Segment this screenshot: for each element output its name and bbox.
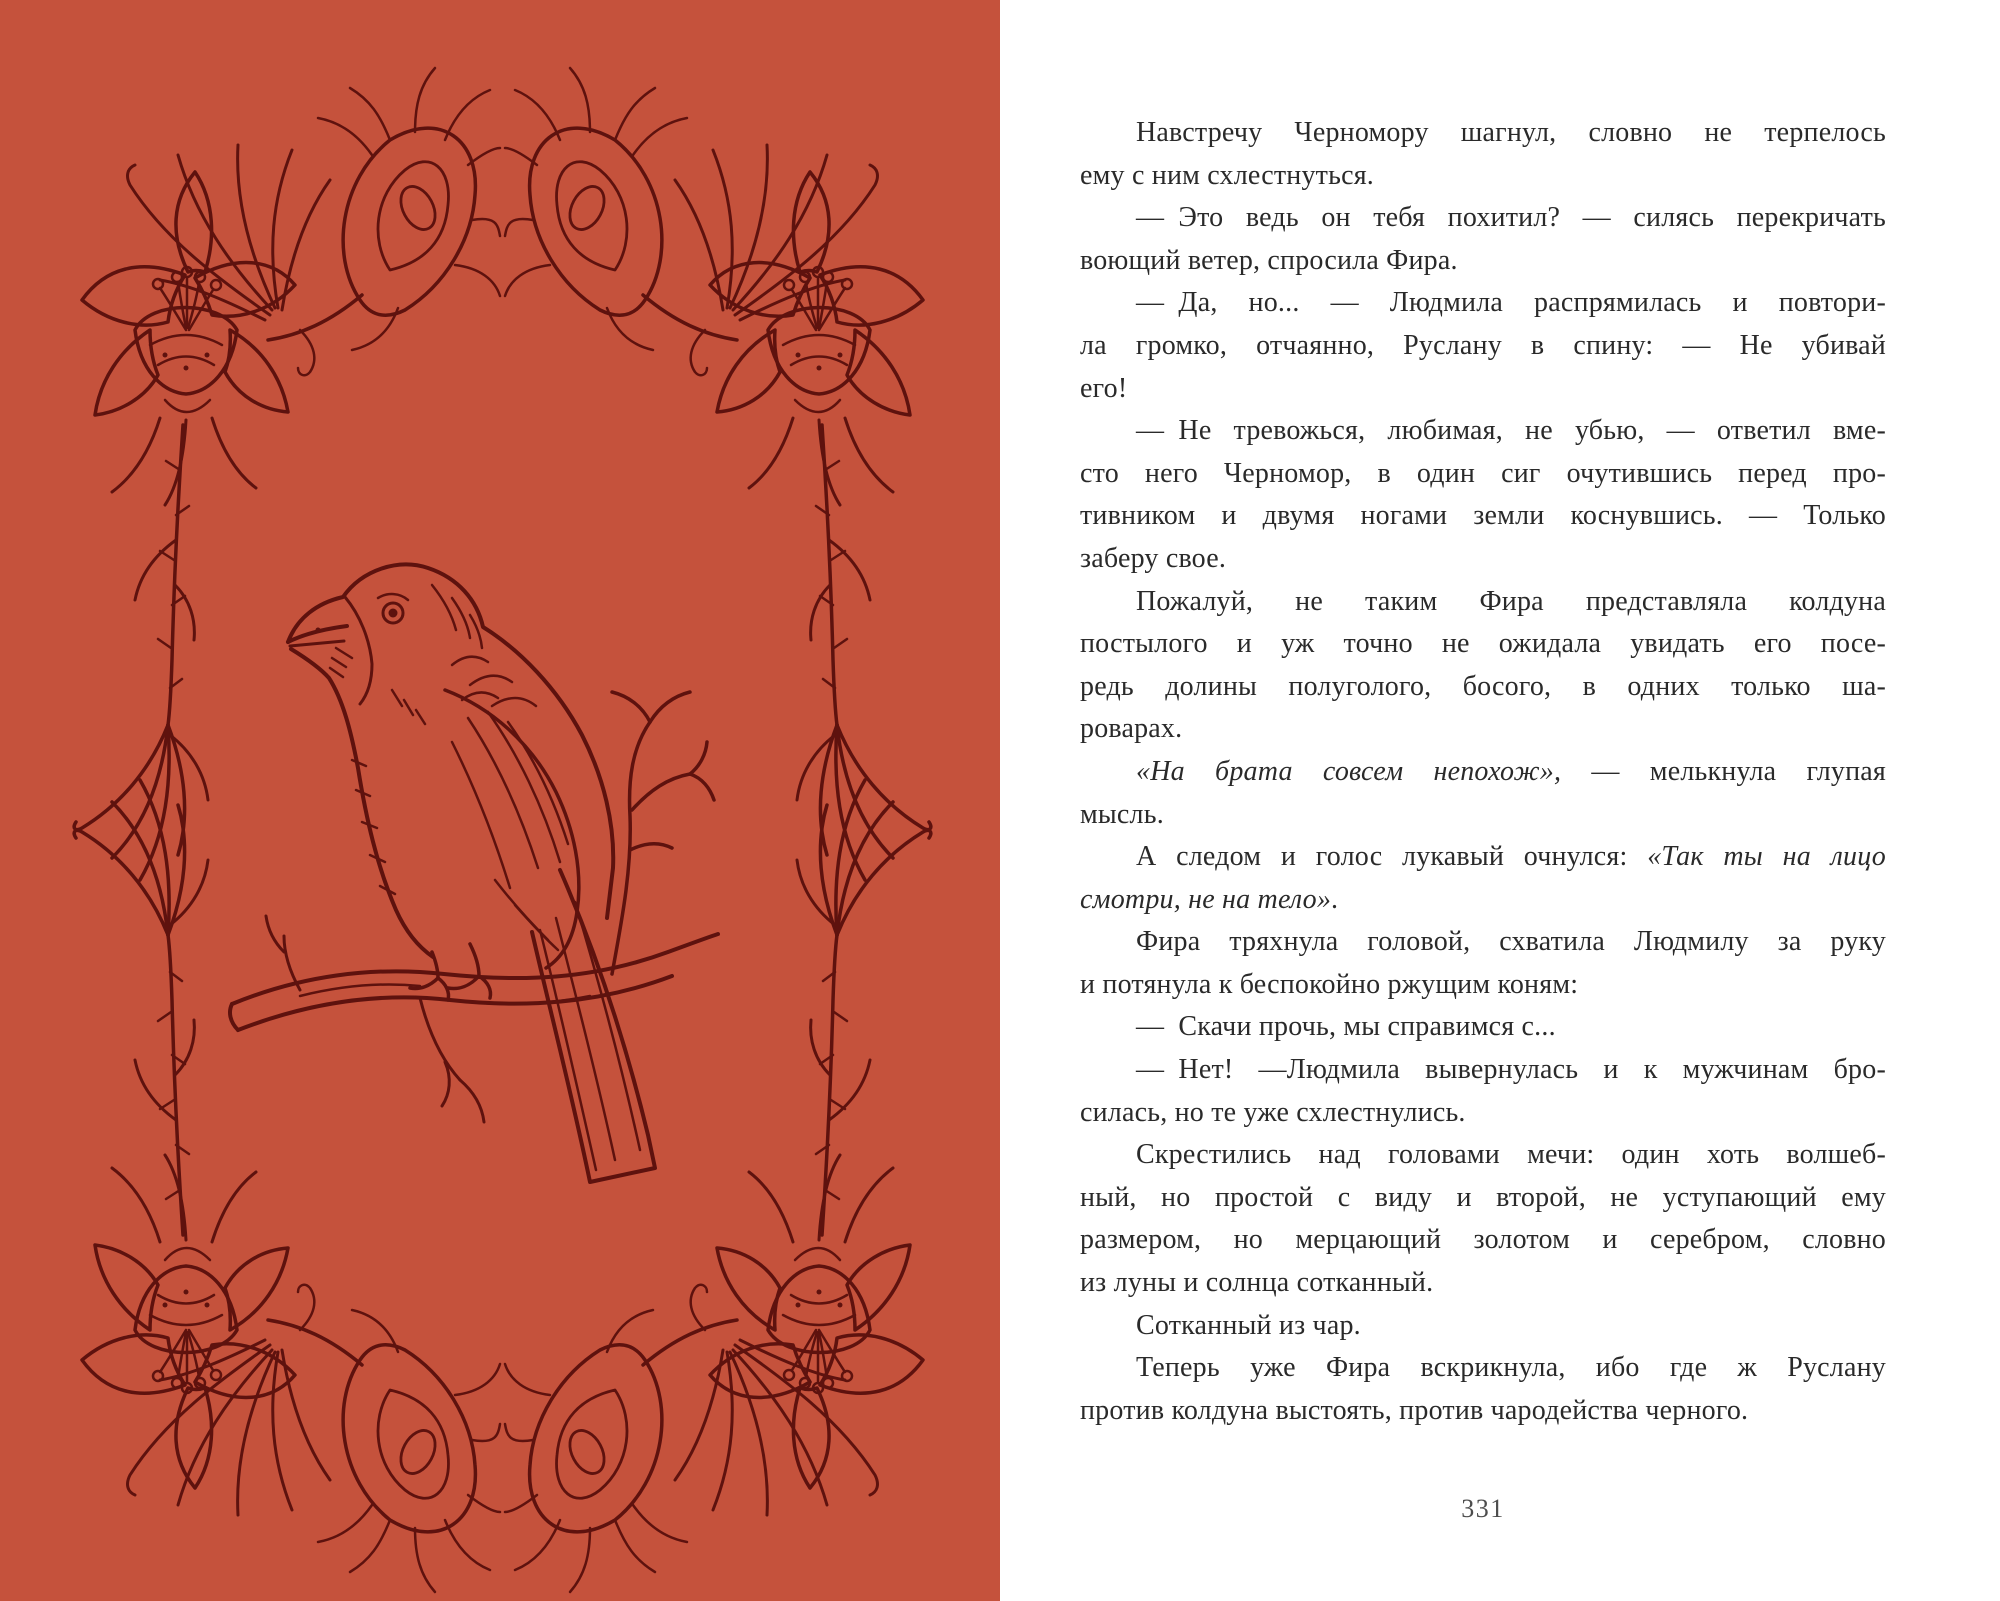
text-segment: тивником и двумя ногами земли коснувшись. — Только xyxy=(1080,500,1886,532)
text-page xyxy=(1000,0,2000,1601)
italic-text-segment: «Так ты на лицо xyxy=(1647,841,1886,873)
text-segment: и потянула к беспокойно ржущим коням: xyxy=(1080,968,1579,1000)
text-segment: сто него Черномор, в один сиг очутившись перед про- xyxy=(1080,457,1886,489)
text-line xyxy=(1080,453,1886,496)
text-segment: Скрестились над головами мечи: один хоть волшеб- xyxy=(1136,1139,1886,1171)
text-segment: Теперь уже Фира вскрикнула, ибо где ж Руслану xyxy=(1136,1352,1886,1384)
text-line xyxy=(1080,325,1886,368)
text-segment: Навстречу Черномору шагнул, словно не терпелось xyxy=(1136,117,1886,148)
text-line xyxy=(1080,495,1886,538)
text-line xyxy=(1080,1092,1886,1135)
text-line xyxy=(1080,751,1886,794)
text-line xyxy=(1080,794,1886,837)
text-line xyxy=(1080,1177,1886,1220)
text-line xyxy=(1080,666,1886,709)
text-segment: ему с ним схлестнуться. xyxy=(1080,159,1374,191)
text-segment: воющий ветер, спросила Фира. xyxy=(1080,244,1458,276)
text-line xyxy=(1080,1219,1886,1262)
text-segment: Фира тряхнула головой, схватила Людмилу за руку xyxy=(1136,926,1886,958)
text-segment: его! xyxy=(1080,372,1128,404)
text-segment: роварах. xyxy=(1080,713,1183,745)
text-line xyxy=(1080,197,1886,240)
text-line xyxy=(1080,879,1886,922)
text-segment: — Нет! —Людмила вывернулась и к мужчинам бро- xyxy=(1136,1054,1886,1086)
text-segment: против колдуна выстоять, против чародейства черного. xyxy=(1080,1394,1749,1426)
text-line xyxy=(1080,538,1886,581)
text-line xyxy=(1080,240,1886,283)
text-line xyxy=(1080,1390,1886,1433)
page-text xyxy=(1080,112,1886,1432)
text-line xyxy=(1080,155,1886,198)
text-line xyxy=(1080,1262,1886,1305)
text-line xyxy=(1080,921,1886,964)
text-segment: — Это ведь он тебя похитил? — силясь перекричать xyxy=(1136,202,1886,234)
text-segment: — Скачи прочь, мы справимся с... xyxy=(1136,1011,1556,1043)
text-line xyxy=(1080,1049,1886,1092)
text-segment: Сотканный из чар. xyxy=(1136,1309,1361,1341)
text-line xyxy=(1080,836,1886,879)
text-segment: размером, но мерцающий золотом и серебром, словно xyxy=(1080,1224,1886,1256)
text-line xyxy=(1080,410,1886,453)
text-segment: ла громко, отчаянно, Руслану в спину: — Не убивай xyxy=(1080,329,1886,361)
text-segment: постылого и уж точно не ожидала увидать его посе- xyxy=(1080,628,1886,660)
text-line xyxy=(1080,964,1886,1007)
text-segment: Пожалуй, не таким Фира представляла колдуна xyxy=(1136,585,1886,617)
text-segment: — мелькнула глупая xyxy=(1561,755,1886,787)
text-line xyxy=(1080,112,1886,155)
italic-text-segment: «На брата совсем непохож», xyxy=(1136,755,1562,787)
text-segment: — Да, но... — Людмила распрямилась и повтори- xyxy=(1136,287,1886,319)
text-segment: — Не тревожься, любимая, не убью, — ответил вме- xyxy=(1136,415,1886,447)
text-segment: мысль. xyxy=(1080,798,1164,830)
text-segment: из луны и солнца сотканный. xyxy=(1080,1267,1434,1299)
text-line xyxy=(1080,1006,1886,1049)
text-line xyxy=(1080,581,1886,624)
text-line xyxy=(1080,368,1886,411)
text-line xyxy=(1080,1347,1886,1390)
text-segment: . xyxy=(1331,883,1339,915)
text-line xyxy=(1080,623,1886,666)
text-segment: ный, но простой с виду и второй, не уступающий ему xyxy=(1080,1181,1886,1213)
text-line xyxy=(1080,708,1886,751)
text-segment: силась, но те уже схлестнулись. xyxy=(1080,1096,1466,1128)
text-segment: А следом и голос лукавый очнулся: xyxy=(1136,841,1648,873)
text-line xyxy=(1080,282,1886,325)
text-segment: заберу свое. xyxy=(1080,542,1227,574)
text-line xyxy=(1080,1134,1886,1177)
text-line xyxy=(1080,1305,1886,1348)
page-number: 331 xyxy=(1461,1494,1505,1523)
text-segment: редь долины полуголого, босого, в одних только ша- xyxy=(1080,670,1886,702)
italic-text-segment: смотри, не на тело» xyxy=(1080,883,1332,915)
